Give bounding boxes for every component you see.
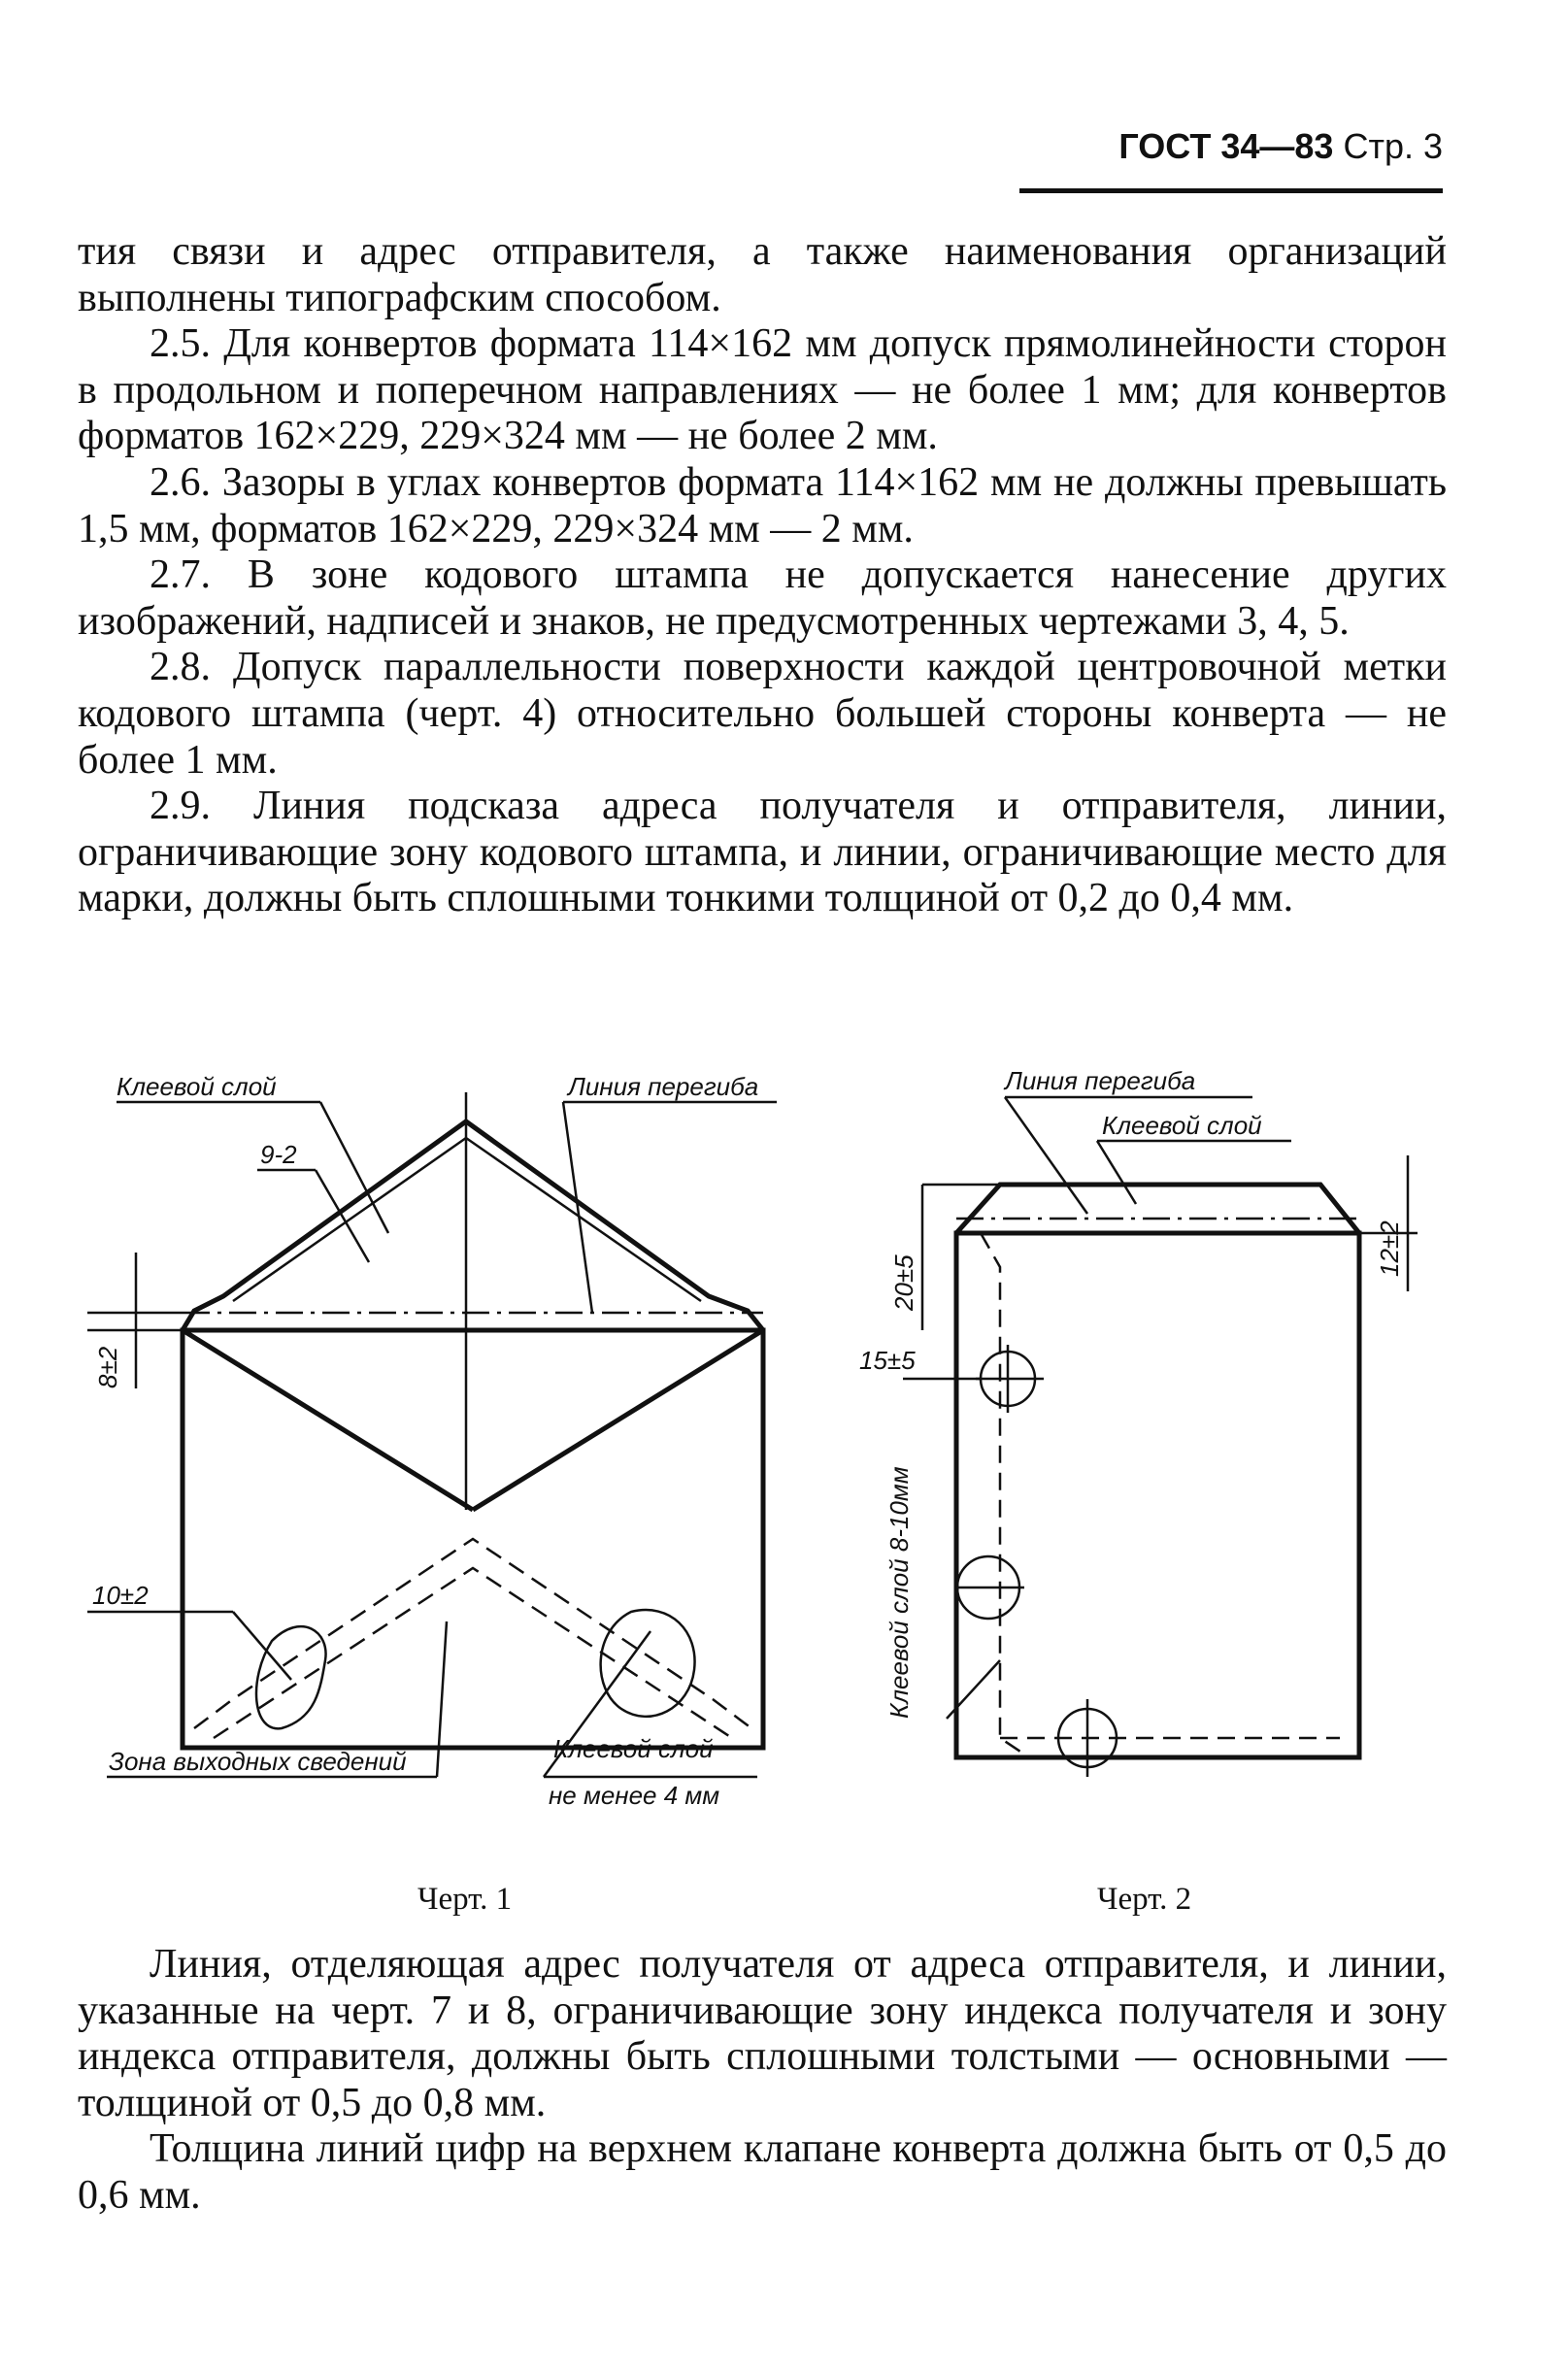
label-output-zone: Зона выходных сведений bbox=[109, 1747, 407, 1776]
paragraph: Толщина линий цифр на верхнем клапане конверта должна быть от 0,5 до 0,6 мм. bbox=[78, 2126, 1447, 2218]
label-fold: Линия перегиба bbox=[1005, 1066, 1196, 1095]
figure-2 bbox=[845, 1058, 1447, 1816]
diagonal-right bbox=[473, 1330, 763, 1510]
page-number: Стр. 3 bbox=[1343, 126, 1443, 166]
leader-glue-diag bbox=[1097, 1141, 1136, 1204]
top-flap bbox=[956, 1185, 1359, 1233]
leader-10-diag bbox=[233, 1612, 291, 1680]
label-glue-side: Клеевой слой 8-10мм bbox=[884, 1466, 914, 1719]
paragraph: тия связи и адрес отправителя, а также наименования организаций выполнены типографским способом. bbox=[78, 229, 1447, 320]
figure-1 bbox=[87, 1058, 786, 1816]
paragraph: 2.6. Зазоры в углах конвертов формата 114×162 мм не должны превышать 1,5 мм, форматов 162×229, 229×324 мм — 2 мм. bbox=[78, 459, 1447, 551]
envelope-diagram-1 bbox=[87, 1058, 786, 1816]
label-dim-right: 12±2 bbox=[1375, 1220, 1404, 1277]
label-dim-flap: 9-2 bbox=[260, 1140, 297, 1169]
envelope-diagram-2 bbox=[845, 1058, 1447, 1816]
leader-zone-vert bbox=[437, 1621, 447, 1777]
body-text-top bbox=[78, 229, 1447, 922]
label-dim-side: 8±2 bbox=[93, 1346, 122, 1388]
glue-blob-right bbox=[601, 1610, 695, 1717]
glue-dashed-inner bbox=[214, 1568, 732, 1738]
label-dim-mid: 15±5 bbox=[859, 1346, 916, 1375]
diagonal-left bbox=[183, 1330, 473, 1510]
figure-2-caption: Черт. 2 bbox=[1097, 1882, 1192, 1917]
glue-dashed-side bbox=[981, 1233, 1029, 1757]
label-fold: Линия перегиба bbox=[568, 1072, 759, 1101]
leader-glue-diag bbox=[320, 1102, 388, 1233]
body-text-bottom bbox=[78, 1942, 1447, 2220]
paragraph: 2.9. Линия подсказа адреса получателя и отправителя, линии, ограничивающие зону кодового штампа, и линии, ограничивающие место для марки, должны быть сплошными тонкими толщиной от 0,2 до 0,4 мм. bbox=[78, 784, 1447, 921]
label-glue-top: Клеевой слой bbox=[117, 1072, 277, 1101]
leader-9-diag bbox=[316, 1170, 369, 1262]
label-glue-bottom-1: Клеевой слой bbox=[553, 1734, 714, 1763]
label-glue-bottom-2: не менее 4 мм bbox=[549, 1781, 720, 1810]
paragraph: Линия, отделяющая адрес получателя от адреса отправителя, и линии, указанные на черт. 7 и 8, ограничивающие зону индекса получателя и зону индекса отправителя, должны быть сплошными толстыми — основными — толщиной от 0,5 до 0,8 мм. bbox=[78, 1942, 1447, 2125]
label-dim-bottom: 10±2 bbox=[92, 1581, 149, 1610]
paragraph: 2.5. Для конвертов формата 114×162 мм допуск прямолинейности сторон в продольном и поперечном направлениях — не более 1 мм; для конвертов форматов 162×229, 229×324 мм — не более 2 мм. bbox=[78, 321, 1447, 459]
standard-number: ГОСТ 34—83 bbox=[1118, 126, 1334, 166]
figure-1-caption: Черт. 1 bbox=[417, 1882, 513, 1917]
paragraph: 2.7. В зоне кодового штампа не допускается нанесение других изображений, надписей и знаков, не предусмотренных чертежами 3, 4, 5. bbox=[78, 552, 1447, 644]
leader-fold-diag bbox=[1005, 1097, 1087, 1214]
envelope-body bbox=[956, 1233, 1359, 1757]
paragraph: 2.8. Допуск параллельности поверхности каждой центровочной метки кодового штампа (черт. 4) относительно большей стороны конверта — не более 1 мм. bbox=[78, 645, 1447, 783]
label-dim-top: 20±5 bbox=[889, 1254, 918, 1311]
page-header bbox=[1019, 126, 1443, 193]
label-glue: Клеевой слой bbox=[1102, 1111, 1262, 1140]
